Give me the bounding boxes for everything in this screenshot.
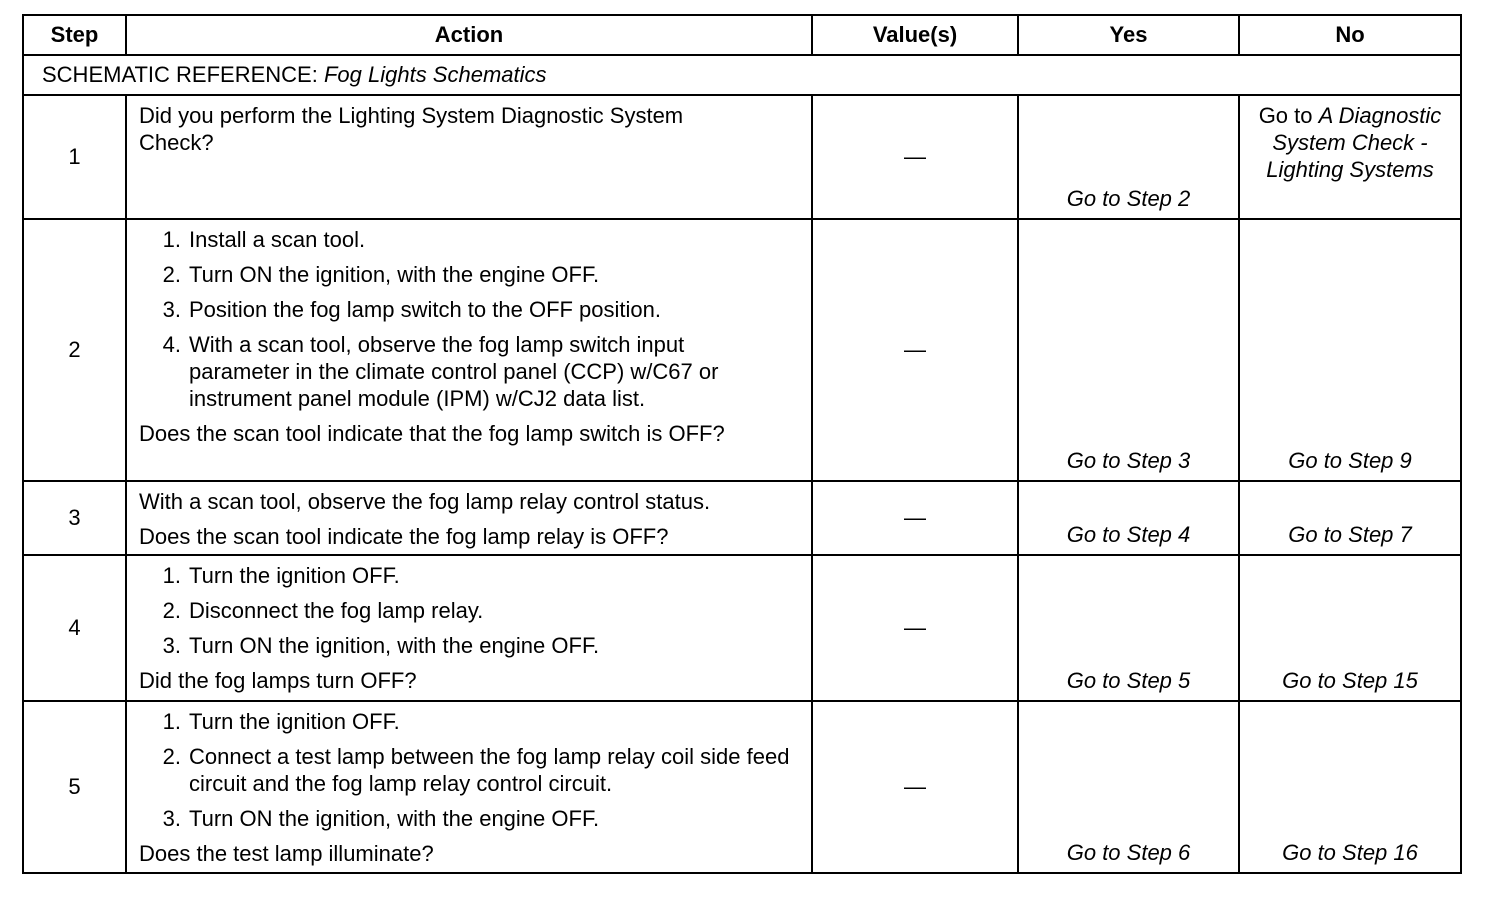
table-row (23, 481, 1461, 555)
substep-text: Turn the ignition OFF. (189, 563, 400, 588)
header-no: No (1239, 15, 1461, 55)
schematic-reference (23, 55, 1461, 95)
value-cell: — (812, 219, 1018, 481)
action-question: Does the test lamp illuminate? (139, 841, 434, 866)
no-cell: Go to Step 15 (1239, 555, 1461, 701)
step-number: 4 (23, 555, 126, 701)
step-number: 2 (23, 219, 126, 481)
value-cell: — (812, 701, 1018, 873)
list-item: 1. Turn the ignition OFF. (139, 562, 803, 589)
list-item: 2. Disconnect the fog lamp relay. (139, 597, 803, 624)
action-question: Did you perform the Lighting System Diagnostic System Check? (139, 103, 684, 155)
substep-text: Turn ON the ignition, with the engine OFF. (189, 806, 600, 831)
table-row (23, 219, 1461, 481)
step-number: 1 (23, 95, 126, 219)
substep-text: Connect a test lamp between the fog lamp relay coil side feed circuit and the fog lamp relay control circuit. (189, 744, 790, 796)
no-reference: A Diagnostic System Check - Lighting Systems (1266, 103, 1442, 182)
table-row (23, 95, 1461, 219)
table-row (23, 701, 1461, 873)
substep-text: Position the fog lamp switch to the OFF position. (189, 297, 662, 322)
list-item: 1. Install a scan tool. (139, 226, 803, 253)
substep-list (139, 226, 803, 412)
step-number: 5 (23, 701, 126, 873)
no-cell: Go to Step 16 (1239, 701, 1461, 873)
list-item: 4. With a scan tool, observe the fog lamp switch input parameter in the climate control panel (CCP) w/C67 or instrument panel module (IPM) w/CJ2 data list. (139, 331, 803, 412)
list-item: 3. Position the fog lamp switch to the OFF position. (139, 296, 803, 323)
action-question: Does the scan tool indicate that the fog lamp switch is OFF? (139, 421, 725, 446)
yes-cell: Go to Step 3 (1018, 219, 1239, 481)
no-cell: Go to Step 9 (1239, 219, 1461, 481)
substep-text: Disconnect the fog lamp relay. (189, 598, 484, 623)
substep-list (139, 562, 803, 659)
value-cell: — (812, 95, 1018, 219)
header-values: Value(s) (812, 15, 1018, 55)
table-row (23, 555, 1461, 701)
substep-text: Turn ON the ignition, with the engine OFF. (189, 633, 600, 658)
header-action: Action (126, 15, 812, 55)
substep-text: Turn ON the ignition, with the engine OFF. (189, 262, 600, 287)
list-item: 3. Turn ON the ignition, with the engine OFF. (139, 632, 803, 659)
diagnostic-table (22, 14, 1462, 874)
yes-cell: Go to Step 6 (1018, 701, 1239, 873)
header-step: Step (23, 15, 126, 55)
action-cell (126, 481, 812, 555)
list-item: 2. Connect a test lamp between the fog lamp relay coil side feed circuit and the fog lamp relay control circuit. (139, 743, 803, 797)
value-cell: — (812, 555, 1018, 701)
schematic-reference-label: SCHEMATIC REFERENCE: (42, 62, 318, 87)
substep-text: Install a scan tool. (189, 227, 366, 252)
action-cell (126, 555, 812, 701)
yes-cell: Go to Step 4 (1018, 481, 1239, 555)
step-number: 3 (23, 481, 126, 555)
no-cell: Go to Step 7 (1239, 481, 1461, 555)
yes-cell: Go to Step 5 (1018, 555, 1239, 701)
yes-cell: Go to Step 2 (1018, 95, 1239, 219)
substep-text: Turn the ignition OFF. (189, 709, 400, 734)
action-cell (126, 95, 812, 219)
action-cell (126, 219, 812, 481)
header-yes: Yes (1018, 15, 1239, 55)
schematic-reference-link: Fog Lights Schematics (323, 62, 547, 87)
list-item: 2. Turn ON the ignition, with the engine OFF. (139, 261, 803, 288)
substep-text: With a scan tool, observe the fog lamp switch input parameter in the climate control panel (CCP) w/C67 or instrument panel module (IPM) w/CJ2 data list. (189, 332, 719, 411)
value-cell: — (812, 481, 1018, 555)
action-cell (126, 701, 812, 873)
action-question: Did the fog lamps turn OFF? (139, 668, 417, 693)
substep-list (139, 708, 803, 832)
header-row (23, 15, 1461, 55)
no-prefix: Go to (1258, 103, 1313, 128)
no-cell (1239, 95, 1461, 219)
list-item: 1. Turn the ignition OFF. (139, 708, 803, 735)
action-question: Does the scan tool indicate the fog lamp relay is OFF? (139, 524, 669, 549)
action-text: With a scan tool, observe the fog lamp relay control status. (139, 489, 711, 514)
list-item: 3. Turn ON the ignition, with the engine OFF. (139, 805, 803, 832)
schematic-reference-row (23, 55, 1461, 95)
